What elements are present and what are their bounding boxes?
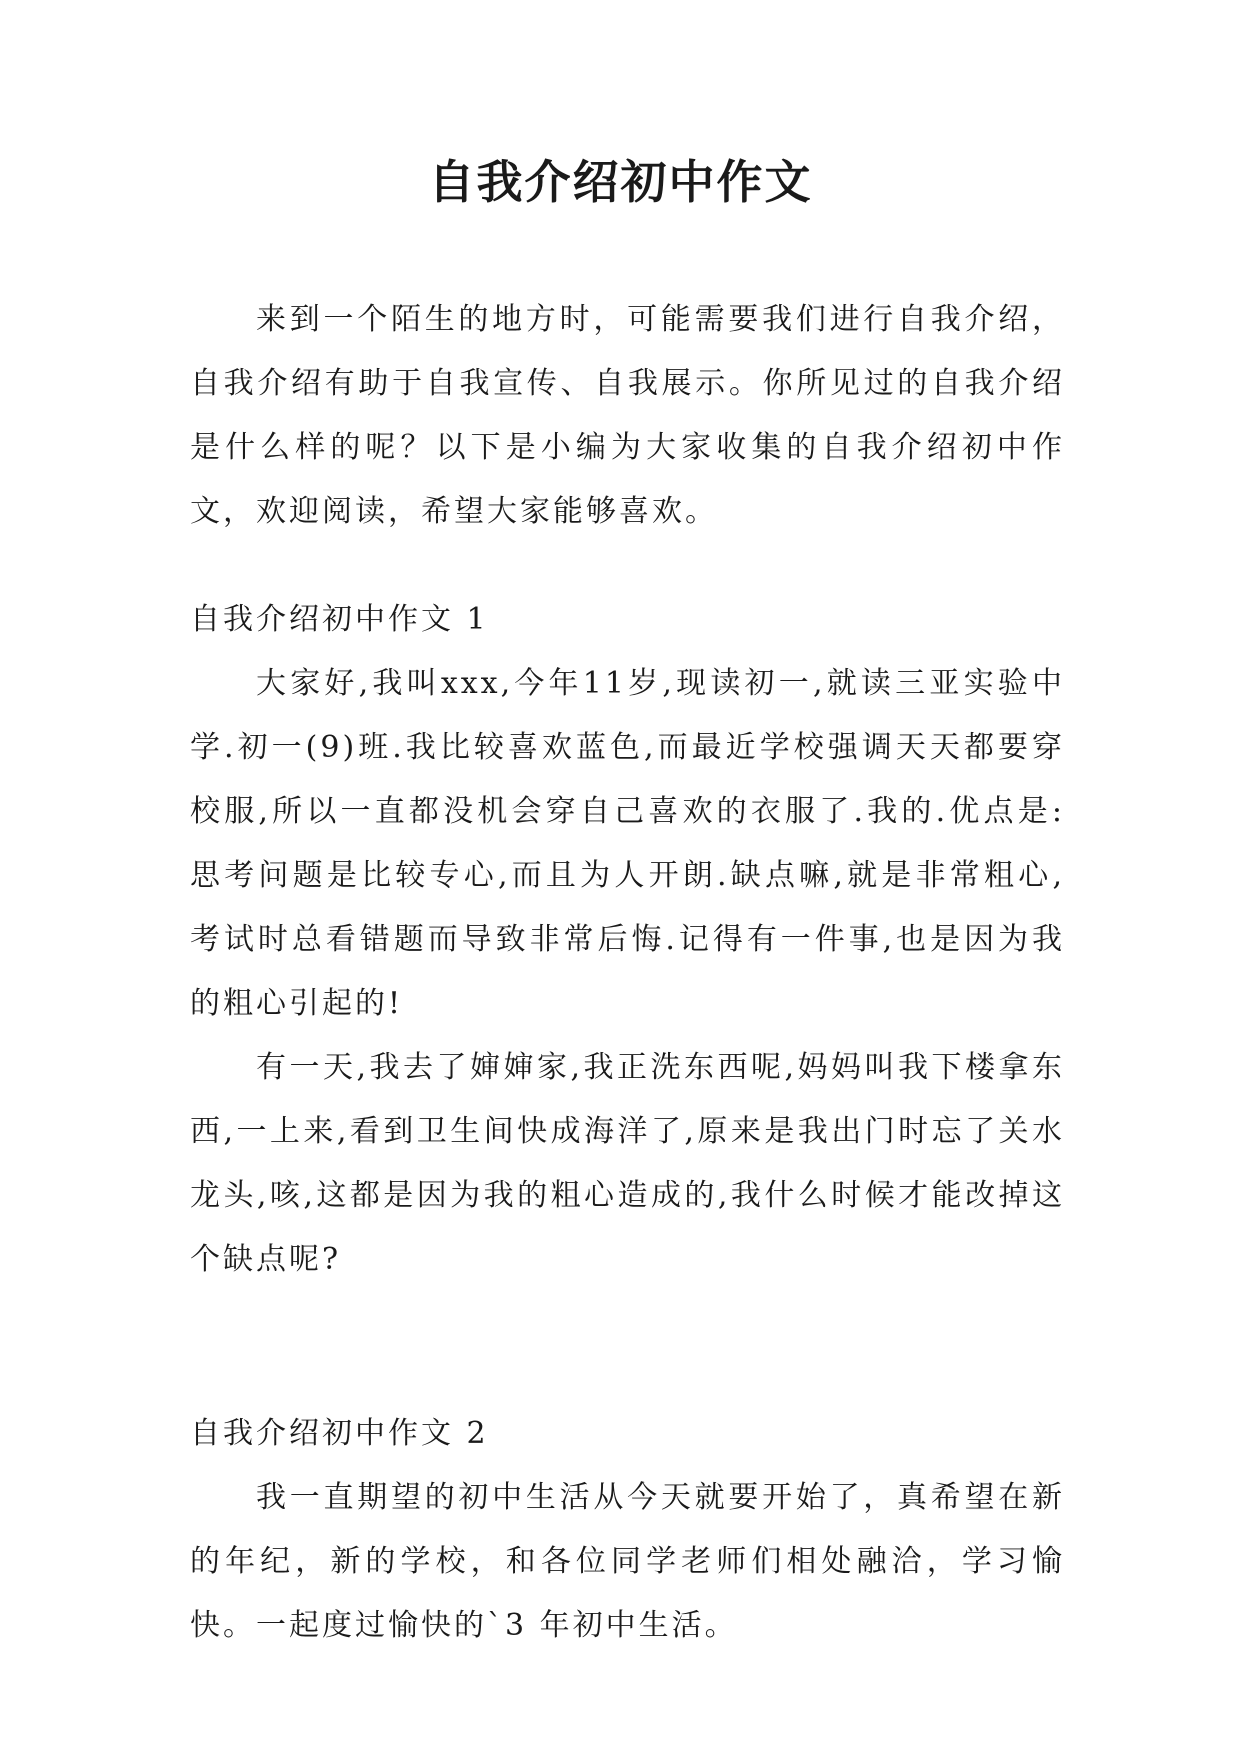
body-paragraph: 有一天,我去了婶婶家,我正洗东西呢,妈妈叫我下楼拿东西,一上来,看到卫生间快成海洋了,原来是我出门时忘了关水龙头,咳,这都是因为我的粗心造成的,我什么时候才能改掉这个缺点呢? xyxy=(190,1050,1065,1277)
document-title: 自我介绍初中作文 xyxy=(428,155,813,209)
intro-paragraph: 来到一个陌生的地方时，可能需要我们进行自我介绍，自我介绍有助于自我宣传、自我展示。你所见过的自我介绍是什么样的呢？以下是小编为大家收集的自我介绍初中作文，欢迎阅读，希望大家能够喜欢。 xyxy=(190,302,1065,529)
body-paragraph: 我一直期望的初中生活从今天就要开始了，真希望在新的年纪，新的学校，和各位同学老师们相处融洽，学习愉快。一起度过愉快的`3 年初中生活。 xyxy=(190,1480,1065,1643)
document-body xyxy=(190,288,1065,1658)
essay-section-1 xyxy=(190,588,1065,1292)
essay-section-2 xyxy=(190,1402,1065,1658)
section-heading: 自我介绍初中作文 1 xyxy=(190,602,489,637)
body-paragraph: 大家好,我叫xxx,今年11岁,现读初一,就读三亚实验中学.初一(9)班.我比较喜欢蓝色,而最近学校强调天天都要穿校服,所以一直都没机会穿自己喜欢的衣服了.我的.优点是:思考问题是比较专心,而且为人开朗.缺点嘛,就是非常粗心,考试时总看错题而导致非常后悔.记得有一件事,也是因为我的粗心引起的! xyxy=(190,666,1065,1021)
spacer xyxy=(190,544,1065,588)
section-heading: 自我介绍初中作文 2 xyxy=(190,1416,489,1451)
spacer xyxy=(190,1292,1065,1402)
